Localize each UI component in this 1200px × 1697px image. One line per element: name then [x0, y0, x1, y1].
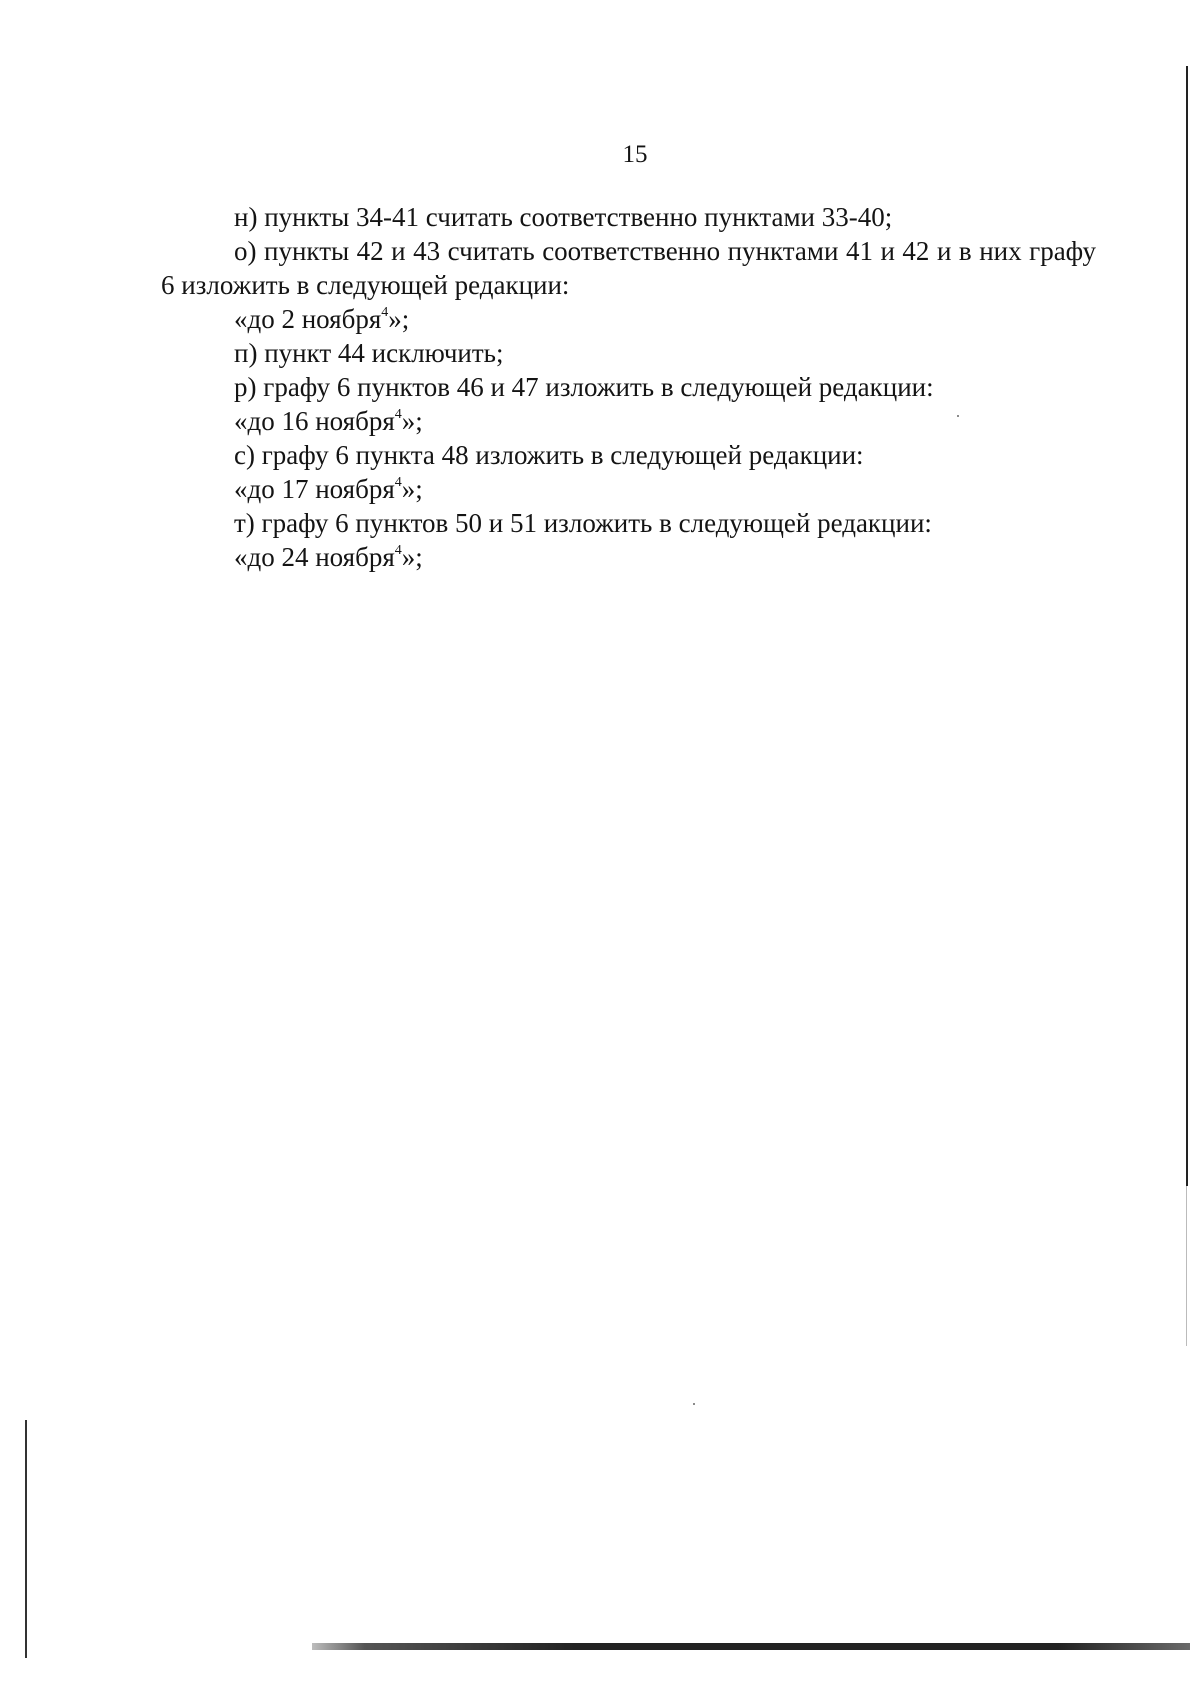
- item-text: пункты 42 и 43 считать соответственно пунктами 41 и 42 и в них графу 6 изложить в следующей редакции:: [161, 236, 1097, 300]
- scan-edge-right-faint: [1186, 1186, 1187, 1346]
- quote-text: «до 16 ноября: [234, 406, 395, 436]
- item-text: графу 6 пунктов 46 и 47 изложить в следующей редакции:: [263, 372, 934, 402]
- replacement-text: [161, 404, 1096, 438]
- amendment-item-r: [161, 370, 1096, 404]
- item-letter: п): [234, 338, 258, 368]
- quote-close: »;: [401, 542, 423, 572]
- scan-edge-left: [25, 1420, 27, 1658]
- scan-speck: [693, 1403, 695, 1405]
- amendment-item-t: [161, 506, 1096, 540]
- item-letter: с): [234, 440, 255, 470]
- item-text: пункты 34-41 считать соответственно пунктами 33-40;: [264, 202, 893, 232]
- item-letter: о): [234, 236, 257, 266]
- footnote-ref: 4: [394, 475, 402, 490]
- item-text: графу 6 пункта 48 изложить в следующей редакции:: [261, 440, 864, 470]
- amendment-item-p: [161, 336, 1096, 370]
- quote-text: «до 17 ноября: [234, 474, 395, 504]
- scan-speck: [957, 415, 959, 417]
- quote-close: »;: [401, 474, 423, 504]
- replacement-text: [161, 302, 1096, 336]
- item-letter: р): [234, 372, 257, 402]
- item-text: графу 6 пунктов 50 и 51 изложить в следующей редакции:: [261, 508, 932, 538]
- footnote-ref: 4: [381, 305, 389, 320]
- item-letter: т): [234, 508, 255, 538]
- amendment-item-s: [161, 438, 1096, 472]
- item-letter: н): [234, 202, 258, 232]
- quote-close: »;: [388, 304, 410, 334]
- amendment-item-o: [161, 234, 1096, 302]
- footnote-ref: 4: [394, 407, 402, 422]
- page-number: 15: [622, 141, 648, 168]
- replacement-text: [161, 540, 1096, 574]
- footnote-ref: 4: [394, 543, 402, 558]
- amendment-item-n: [161, 200, 1096, 234]
- replacement-text: [161, 472, 1096, 506]
- quote-close: »;: [401, 406, 423, 436]
- quote-text: «до 24 ноября: [234, 542, 395, 572]
- scan-edge-right: [1186, 66, 1188, 1186]
- item-text: пункт 44 исключить;: [264, 338, 504, 368]
- scan-edge-bottom: [312, 1643, 1190, 1650]
- amendment-list: [161, 200, 1096, 574]
- quote-text: «до 2 ноября: [234, 304, 382, 334]
